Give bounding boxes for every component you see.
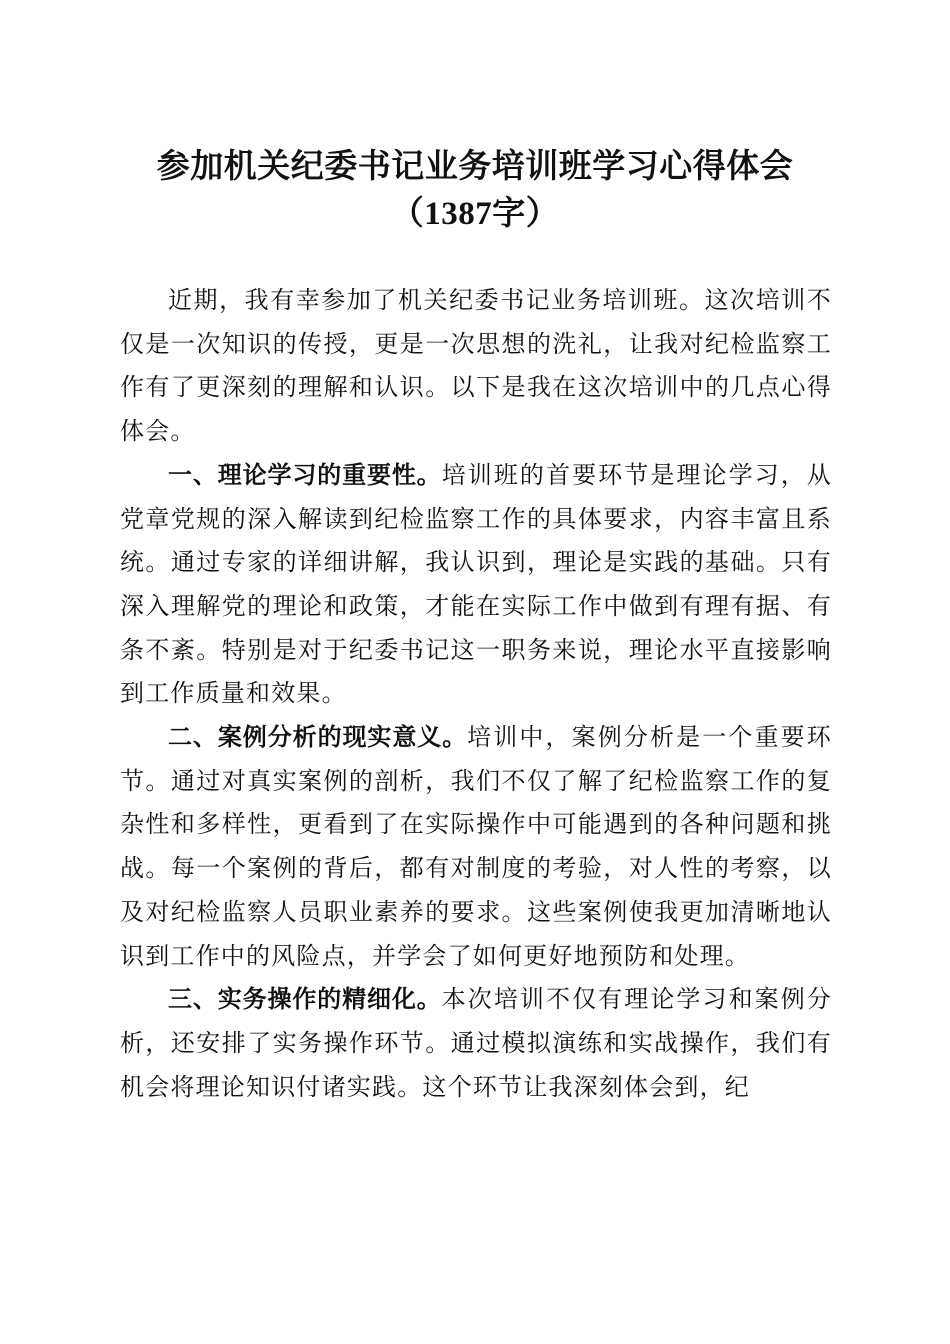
paragraph-case-analysis (120, 716, 832, 978)
paragraph-practice (120, 978, 832, 1109)
paragraph-text: 培训中，案例分析是一个重要环节。通过对真实案例的剖析，我们不仅了解了纪检监察工作的复杂性和多样性，更看到了在实际操作中可能遇到的各种问题和挑战。每一个案例的背后，都有对制度的考验，对人性的考察，以及对纪检监察人员职业素养的要求。这些案例使我更加清晰地认识到工作中的风险点，并学会了如何更好地预防和处理。 (120, 723, 832, 970)
document-body (120, 279, 832, 1109)
section-heading: 二、案例分析的现实意义。 (168, 723, 468, 752)
paragraph-theory (120, 454, 832, 716)
paragraph-text: 本次培训不仅有理论学习和案例分析，还安排了实务操作环节。通过模拟演练和实战操作，我们有机会将理论知识付诸实践。这个环节让我深刻体会到，纪 (120, 985, 833, 1101)
paragraph-text: 培训班的首要环节是理论学习，从党章党规的深入解读到纪检监察工作的具体要求，内容丰富且系统。通过专家的详细讲解，我认识到，理论是实践的基础。只有深入理解党的理论和政策，才能在实际工作中做到有理有据、有条不紊。特别是对于纪委书记这一职务来说，理论水平直接影响到工作质量和效果。 (120, 460, 833, 708)
document-word-count: （1387字） (390, 196, 560, 232)
paragraph-intro (120, 279, 832, 454)
document-title: 参加机关纪委书记业务培训班学习心得体会 (156, 146, 794, 185)
section-heading: 一、理论学习的重要性。 (168, 460, 442, 489)
paragraph-text: 近期，我有幸参加了机关纪委书记业务培训班。这次培训不仅是一次知识的传授，更是一次思想的洗礼，让我对纪检监察工作有了更深刻的理解和认识。以下是我在这次培训中的几点心得体会。 (120, 286, 832, 446)
section-heading: 三、实务操作的精细化。 (168, 985, 442, 1014)
